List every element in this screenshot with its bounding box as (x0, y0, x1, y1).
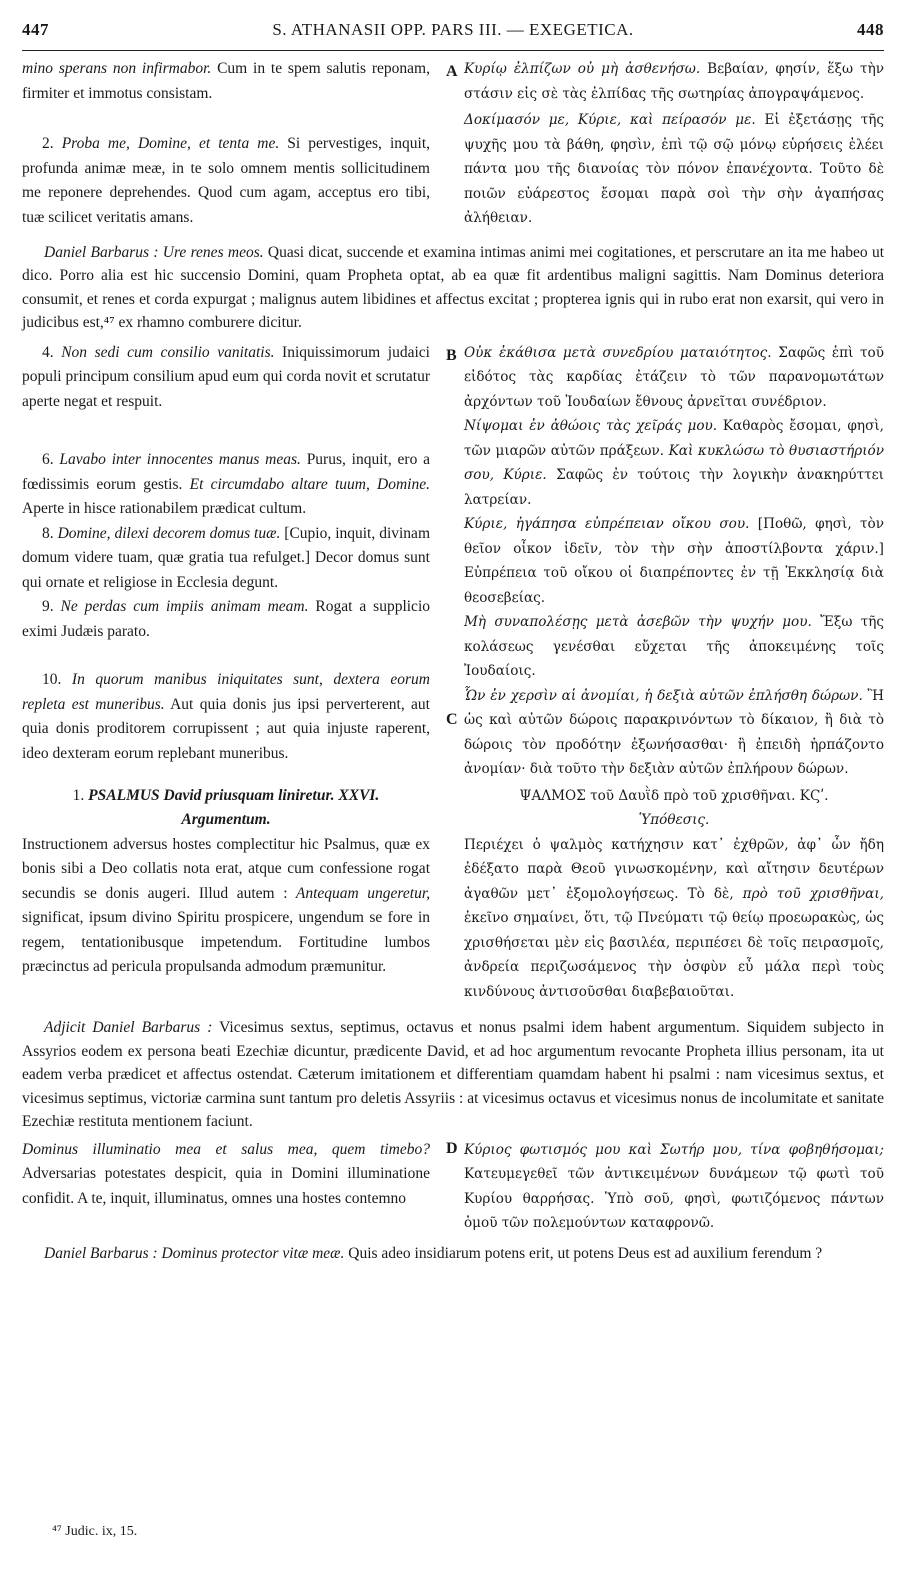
margin-marker-c: C (446, 710, 458, 728)
greek-verse-1 (464, 1138, 884, 1236)
argument-text-2: significat, ipsum divino Spiritu prospicere, ungendum se fore in regem, tentationibusque impetendum. Fortitudine lumbos præcinctus ad pericula propulsanda admodum præmunitur. (22, 909, 430, 975)
section-d (22, 1138, 884, 1236)
greek-verse-2 (464, 108, 884, 231)
latin-verse-1 (22, 57, 430, 106)
greek-argument (464, 833, 884, 1005)
verse-text: Rogat a supplicio eximi Judæis parato. (22, 598, 430, 640)
verse-number: 2. (42, 135, 54, 152)
commentary-text: Vicesimus sextus, septimus, octavus et nonus psalmi idem habent argumentum. Siquidem subjecto in Assyrios eodem ex persona beati Ezechiæ dicuntur, prædicente David, et ad hoc argumentum revocante Propheta illius personam, ita ut eadem verba prædicet et affectus ostendat. Cæterum imitationem et differentiam quamdam habent hi psalmi : nam vicesimus sextus, et vicesimus septimus, victoriæ carmina sunt tantum pro deletis Assyriis : at vicesimus octavus et vicesimus nonus de incolumitate et sanitate Ezechiæ restituta mentionem faciunt. (22, 1019, 884, 1130)
footnote: ⁴⁷ Judic. ix, 15. (52, 1524, 138, 1539)
verse-text: Εἰ ἐξετάσῃς τῆς ψυχῆς μου τὰ βάθη, φησὶν, ἐπὶ τῷ σῷ μόνῳ εὑρήσεις ἐλέει πάντα μου τῆς διανοίας τὸν πόνον ἐπανέχοντα. Τοῦτο δὲ ποιῶν εὐάρεστος ἔσομαι παρὰ σοὶ τὴν σὴν ἀγαπήσας ἀλήθειαν. (464, 112, 884, 226)
argument-text: Περιέχει ὁ ψαλμὸς κατήχησιν κατ᾽ ἐχθρῶν, ἀφ᾽ ὧν ἤδη ἐδέξατο παρὰ Θεοῦ γινωσκομένην, καὶ αἴτησιν δευτέρων ἀγαθῶν μετ᾽ ἐξομολογήσεως. Τὸ δὲ, (464, 836, 884, 902)
commentary-lemma: Daniel Barbarus : Ure renes meos. (44, 243, 264, 261)
commentary-lemma: Daniel Barbarus : Dominus protector vitæ meæ. (44, 1244, 345, 1262)
title-text: PSALMUS David priusquam liniretur. XXVI. (84, 786, 380, 804)
page (22, 14, 884, 1265)
greek-column (442, 1138, 884, 1236)
verse-lemma: Proba me, Domine, et tenta me. (53, 135, 280, 152)
latin-psalm-title (22, 784, 430, 809)
verse-text-2: Σαφῶς ἐν τούτοις τὴν λογικὴν ἀνακηρύττει λατρείαν. (464, 467, 884, 508)
argument-text: Instructionem adversus hostes complectitur hic Psalmus, quæ ex bonis sibi a Deo collatis nota erat, atque cum confessione rogat secundis se donis augeri. Illud autem : (22, 835, 430, 902)
margin-marker-b: B (446, 346, 457, 364)
greek-verse-9 (464, 610, 884, 684)
section-b (22, 341, 884, 782)
latin-verse-10 (22, 668, 430, 766)
verse-text: Iniquissimorum judaici populi principum consilium apud eum qui corda novit et scrutatur aperte negat et respuit. (22, 343, 430, 410)
verse-text: Κατευμεγεθεῖ τῶν ἀντικειμένων δυνάμεων τῷ φωτὶ τοῦ Κυρίου θαρρήσας. Ὑπὸ σοῦ, φησὶ, φωτιζόμενος πάντων ὁμοῦ τῶν πολεμούντων καταφρονῶ. (464, 1166, 884, 1231)
latin-verse-1 (22, 1138, 430, 1212)
verse-lemma-2: Et circumdabo altare tuum, Domine. (182, 475, 430, 493)
verse-text: Καθαρὸς ἔσομαι, φησὶ, τῶν μιαρῶν αὐτῶν πράξεων. (464, 418, 885, 459)
commentary-barbarus-2 (22, 1016, 884, 1134)
page-number-right: 448 (857, 20, 884, 39)
verse-text-2: Aperte in hisce rationabilem prædicat cultum. (22, 500, 307, 517)
verse-number: 9. (42, 598, 54, 615)
argument-text-2: ἐκεῖνο σημαίνει, ὅτι, τῷ Πνεύματι τῷ θείῳ προεωρακὼς, ὡς χρισθήσεται μὲν εἰς βασιλέα, περιπέσει δὲ τοῖς πειρασμοῖς, ἀνδρεία περιζωσάμενος τὴν ὀσφὺν εὖ μάλα περὶ τοὺς κινδύνους ἀντισοῦσθαι διαβεβαιοῦται. (464, 910, 884, 1000)
verse-text: Adversarias potestates despicit, quia in Domini illuminatione confidit. A te, inquit, illuminatus, omnes una hostes contemno (22, 1165, 430, 1207)
verse-number: 6. (42, 451, 54, 468)
verse-lemma: Lavabo inter innocentes manus meas. (53, 451, 301, 468)
verse-text: Ἢ ὡς καὶ αὐτῶν δώροις παρακρινόντων τὸ δίκαιον, ἢ διὰ τὸ δώροις τὸν προδότην ἐξωνήσασθαι· ἢ ἐπειδὴ ἡρπάζοντο ἀνομίαν· διὰ τοῦτο τὴν δεξιὰν αὐτῶν ἐπλήρουν δώρων. (464, 687, 884, 777)
verse-text: Purus, inquit, ero a fœdissimis eorum gestis. (22, 451, 430, 493)
verse-number: 10. (42, 671, 62, 688)
greek-psalm-title: ΨΑΛΜΟΣ τοῦ Δαυῒδ πρὸ τοῦ χρισθῆναι. ΚϚʹ. (519, 787, 829, 804)
page-number-left: 447 (22, 20, 49, 39)
latin-column (22, 784, 442, 1005)
verse-number: 8. (42, 524, 54, 542)
verse-lemma: Δοκίμασόν με, Κύριε, καὶ πείρασόν με. (464, 112, 756, 128)
latin-verse-6 (22, 448, 430, 522)
verse-lemma: Οὐκ ἐκάθισα μετὰ συνεδρίου ματαιότητος. (464, 344, 772, 361)
running-title: S. ATHANASII OPP. PARS III. — EXEGETICA. (272, 20, 634, 39)
running-header (22, 14, 884, 51)
verse-lemma: Κύριος φωτισμός μου καὶ Σωτήρ μου, τίνα φοβηθήσομαι; (464, 1141, 884, 1158)
verse-text: Βεβαίαν, φησίν, ἕξω τὴν στάσιν εἰς σὲ τὰς ἐλπίδας τῆς σωτηρίας ἀπογραψάμενος. (464, 61, 884, 102)
commentary-barbarus-1 (22, 241, 884, 335)
verse-lemma: Ὧν ἐν χερσὶν αἱ ἀνομίαι, ἡ δεξιὰ αὐτῶν ἐπλήσθη δώρων. (464, 687, 863, 704)
greek-column (442, 341, 884, 782)
latin-argument (22, 833, 430, 980)
latin-verse-8 (22, 522, 430, 596)
verse-text: [Cupio, inquit, divinam domum videre tuam, quæ gratia tua refulget.] Decor domus sunt qui ornate et religiose in Ecclesia degunt. (22, 524, 430, 591)
greek-argument-heading: Ὑπόθεσις. (638, 812, 710, 828)
margin-marker-a: A (446, 63, 458, 80)
latin-verse-4 (22, 341, 430, 415)
latin-column (22, 1138, 442, 1236)
psalm-26-intro (22, 784, 884, 1005)
verse-text: Σαφῶς ἐπὶ τοῦ εἰδότος τὰς καρδίας ἐτάζειν τὸ τῶν παρανομωτάτων ἀρχόντων τοῦ Ἰουδαίων ἔθνους ἀρνεῖται συνέδριον. (464, 344, 884, 410)
verse-lemma: In quorum manibus iniquitates sunt, dextera eorum repleta est muneribus. (22, 671, 430, 713)
latin-column (22, 57, 442, 231)
verse-text: Si pervestiges, inquit, profunda animæ meæ, in te solo omnem mentis sollicitudinem me reponere deprehendes. Quod cum agam, acceptus ero tibi, tuæ scilicet veritatis amans. (22, 135, 431, 226)
latin-verse-2 (22, 132, 430, 230)
verse-text: [Ποθῶ, φησὶ, τὸν θεῖον οἶκον ἰδεῖν, τὸν τὴν σὴν ἀποστίλβοντα χάριν.] Εὐπρέπεια τοῦ οἴκου οἱ διαπρέποντες ἐν τῇ Ἐκκλησίᾳ διὰ θεοσεβείας. (464, 516, 884, 606)
argument-lemma: Antequam ungeretur, (287, 884, 431, 902)
margin-marker-d: D (446, 1139, 458, 1157)
verse-text: Aut quia donis jus ipsi perverterent, aut quia donis proditorem corrupissent ; aut quia injuste raperent, ideo dexteram eorum replebant muneribus. (22, 695, 430, 762)
latin-argument-heading: Argumentum. (181, 811, 271, 828)
latin-column (22, 341, 442, 782)
commentary-text: Quasi dicat, succende et examina intimas animi mei cogitationes, et perscrutare an ita me habeo ut dico. Porro alia est hic succensio Domini, quam Propheta optat, ab ea quæ fit ardentibus maligni sagittis. Nam Dominus deteriora consumit, et renes et corda expurgat ; malignus autem libidines et affectus excitat ; propterea ignis qui in rubo erat non exarsit, qui vero in judicibus est,⁴⁷ ex rhamno comburere dicitur. (22, 243, 885, 331)
verse-number: 4. (42, 343, 54, 361)
verse-lemma: mino sperans non infirmabor. (22, 60, 212, 77)
title-number: 1. (72, 786, 85, 804)
verse-text: Ἔξω τῆς κολάσεως γενέσθαι εὔχεται τῆς ἀποκειμένης τοῖς Ἰουδαίοις. (464, 614, 884, 679)
latin-verse-9 (22, 595, 430, 644)
greek-verse-4 (464, 341, 884, 415)
verse-lemma: Non sedi cum consilio vanitatis. (53, 343, 275, 361)
verse-text: Cum in te spem salutis reponam, firmiter et immotus consistam. (22, 60, 430, 102)
commentary-lemma: Adjicit Daniel Barbarus : (44, 1019, 213, 1036)
verse-lemma: Κυρίῳ ἐλπίζων οὐ μὴ ἀσθενήσω. (464, 61, 701, 77)
verse-lemma: Κύριε, ἠγάπησα εὐπρέπειαν οἴκου σου. (464, 516, 750, 532)
commentary-text: Quis adeo insidiarum potens erit, ut potens Deus est ad auxilium ferendum ? (344, 1244, 823, 1262)
verse-lemma-2: Καὶ κυκλώσω τὸ θυσιαστήριόν σου, Κύριε. (464, 442, 884, 483)
verse-lemma: Νίψομαι ἐν ἀθώοις τὰς χεῖράς μου. (464, 418, 718, 434)
verse-lemma: Μὴ συναπολέσῃς μετὰ ἀσεβῶν τὴν ψυχήν μου. (464, 614, 812, 630)
section-a (22, 57, 884, 231)
argument-lemma: πρὸ τοῦ χρισθῆναι, (733, 885, 884, 902)
verse-lemma: Domine, dilexi decorem domus tuæ. (53, 524, 281, 542)
greek-verse-1 (464, 57, 884, 106)
greek-column (442, 784, 884, 1005)
verse-lemma: Dominus illuminatio mea et salus mea, quem timebo? (22, 1140, 430, 1158)
greek-verse-8 (464, 512, 884, 610)
greek-verse-6 (464, 414, 884, 512)
greek-verse-10 (464, 684, 884, 782)
commentary-barbarus-3 (22, 1242, 884, 1266)
verse-lemma: Ne perdas cum impiis animam meam. (53, 598, 309, 615)
greek-column (442, 57, 884, 231)
